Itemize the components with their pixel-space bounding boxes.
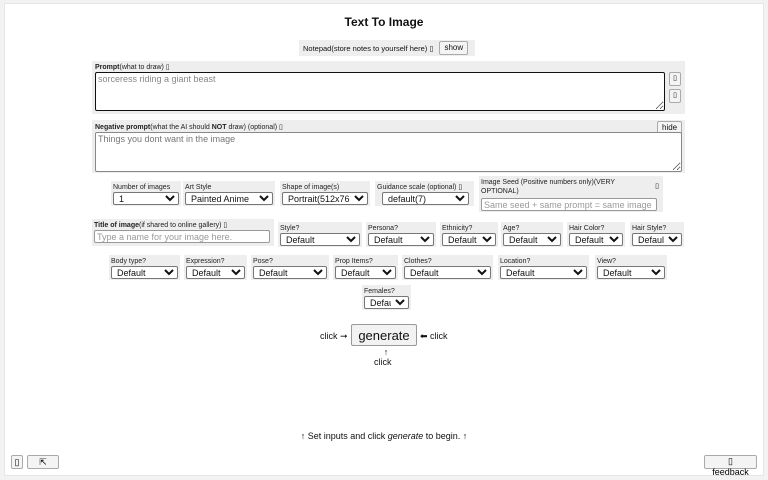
- footer-icon-button[interactable]: ▯: [11, 455, 23, 469]
- ethnicity-label: Ethnicity?: [442, 225, 473, 232]
- hair-color-field: [567, 222, 625, 247]
- hair-style-select[interactable]: [632, 233, 682, 246]
- age-field: [501, 222, 563, 247]
- seed-label: Image Seed (Positive numbers only)(VERY OPTIONAL): [481, 179, 615, 195]
- image-title-label: Title of image(if shared to online gallery) ▯: [94, 222, 228, 229]
- corner-button[interactable]: ⇱: [27, 455, 59, 469]
- hair-color-label: Hair Color?: [569, 225, 605, 232]
- click-hint-left: click ➞: [320, 331, 348, 341]
- seed-input[interactable]: [481, 198, 657, 211]
- location-select[interactable]: [500, 266, 587, 279]
- image-title-input[interactable]: [94, 230, 270, 243]
- art-style-select[interactable]: [185, 192, 273, 205]
- guidance-field: [375, 181, 474, 206]
- shape-select[interactable]: [282, 192, 368, 205]
- num-images-field: [111, 181, 181, 206]
- shape-label: Shape of image(s): [282, 184, 340, 191]
- seed-field: [479, 176, 663, 212]
- pose-label: Pose?: [253, 258, 273, 265]
- pose-field: [251, 255, 329, 280]
- generate-hint: ↑ Set inputs and click generate to begin. ↑: [300, 431, 468, 441]
- view-select[interactable]: [597, 266, 665, 279]
- body-type-label: Body type?: [111, 258, 147, 265]
- females-select[interactable]: [364, 296, 409, 309]
- notepad-bar: [299, 40, 475, 56]
- style-label: Style?: [280, 225, 300, 232]
- prop-items-label: Prop Items?: [335, 258, 373, 265]
- persona-field: [366, 222, 436, 247]
- body-type-select[interactable]: [111, 266, 178, 279]
- shape-field: [280, 181, 370, 206]
- feedback-button[interactable]: ▯ feedback: [704, 455, 757, 469]
- hair-style-label: Hair Style?: [632, 225, 667, 232]
- age-select[interactable]: [503, 233, 561, 246]
- prompt-input[interactable]: [95, 72, 665, 111]
- prompt-side-button-1[interactable]: ▯: [669, 72, 681, 86]
- page-title: Text To Image: [344, 15, 424, 29]
- style-field: [278, 222, 362, 247]
- style-select[interactable]: [280, 233, 360, 246]
- clothes-field: [402, 255, 493, 280]
- notepad-show-button[interactable]: show: [439, 41, 468, 55]
- guidance-label: Guidance scale (optional) ▯: [377, 184, 463, 191]
- location-field: [498, 255, 589, 280]
- click-hint-bottom: click: [374, 357, 392, 367]
- image-title-field: [92, 219, 274, 246]
- persona-label: Persona?: [368, 225, 398, 232]
- expression-field: [184, 255, 247, 280]
- click-hint-right: ⬅ click: [420, 331, 448, 341]
- num-images-select[interactable]: [113, 192, 179, 205]
- expression-label: Expression?: [186, 258, 225, 265]
- page: [4, 3, 764, 476]
- guidance-select[interactable]: [382, 192, 469, 205]
- clothes-label: Clothes?: [404, 258, 432, 265]
- ethnicity-select[interactable]: [442, 233, 496, 246]
- prompt-side-button-2[interactable]: ▯: [669, 89, 681, 103]
- hair-style-field: [630, 222, 684, 247]
- females-label: Females?: [364, 288, 395, 295]
- prompt-label: Prompt(what to draw) ▯: [95, 64, 170, 71]
- generate-area: [5, 324, 763, 374]
- age-label: Age?: [503, 225, 520, 232]
- ethnicity-field: [440, 222, 498, 247]
- art-style-label: Art Style: [185, 184, 212, 191]
- negative-prompt-input[interactable]: [95, 132, 682, 172]
- females-field: [362, 285, 411, 310]
- art-style-field: [183, 181, 275, 206]
- location-label: Location?: [500, 258, 531, 265]
- prop-items-select[interactable]: [335, 266, 396, 279]
- notepad-label: Notepad(store notes to yourself here) ▯: [303, 43, 434, 53]
- negative-prompt-label: Negative prompt(what the AI should NOT draw) (optional) ▯: [95, 124, 283, 131]
- prop-items-field: [333, 255, 398, 280]
- arrow-up-icon: ↑: [383, 347, 389, 357]
- seed-info-icon[interactable]: ▯: [655, 183, 659, 190]
- body-type-field: [109, 255, 180, 280]
- expression-select[interactable]: [186, 266, 245, 279]
- clothes-select[interactable]: [404, 266, 491, 279]
- pose-select[interactable]: [253, 266, 327, 279]
- hair-color-select[interactable]: [569, 233, 623, 246]
- negative-hide-button[interactable]: hide: [657, 121, 682, 135]
- negative-prompt-panel: [92, 120, 685, 173]
- generate-button[interactable]: generate: [351, 324, 417, 346]
- prompt-panel: [92, 61, 685, 114]
- num-images-label: Number of images: [113, 184, 171, 191]
- view-label: View?: [597, 258, 616, 265]
- persona-select[interactable]: [368, 233, 434, 246]
- view-field: [595, 255, 667, 280]
